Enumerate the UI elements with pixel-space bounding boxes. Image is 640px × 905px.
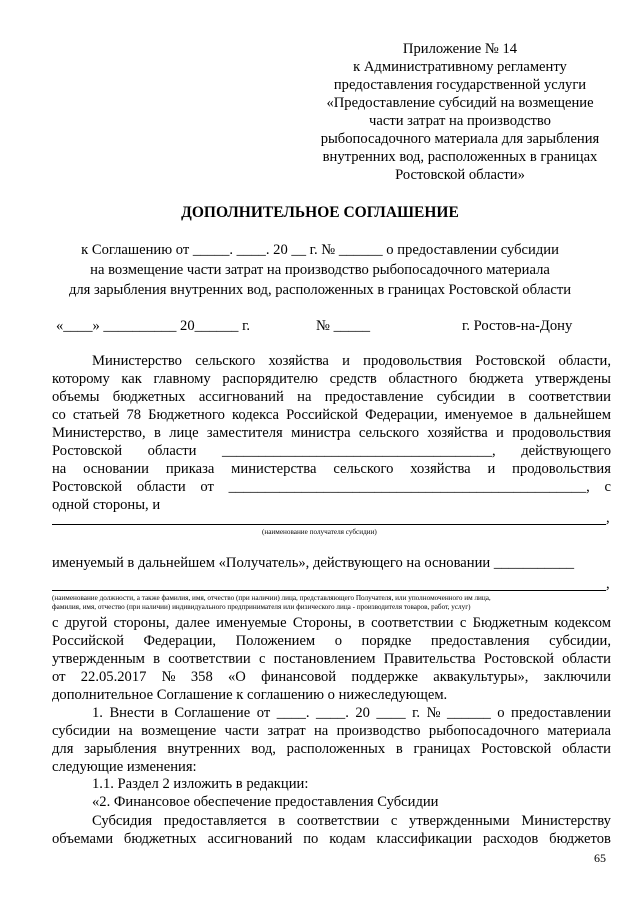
word: № [161,669,176,685]
word: ____. [316,705,349,721]
word: для [52,741,74,757]
word: сельского [358,425,420,441]
word: статьей [72,407,120,423]
word: утверждены [535,371,611,387]
word: Ростовской [475,353,546,369]
word: Положением [235,633,316,649]
word: Ростовской [483,651,554,667]
word: кодекса [231,407,279,423]
word: Ростовской [52,443,123,459]
text-line [52,478,611,496]
word: распорядителю [222,371,318,387]
word: затрат [267,723,306,739]
word: производство [336,723,421,739]
appendix-line: рыбопосадочного материала для зарыбления [320,131,600,147]
appendix-line: Приложение № 14 [402,41,518,57]
word: далее [175,615,210,631]
word: поддержке [351,669,418,685]
word: одной стороны, и [52,497,161,513]
text-line [52,442,611,460]
word: бюджетов [549,831,611,847]
word: 20 [355,705,370,721]
word: ______ [447,705,491,721]
text-line [52,812,611,830]
word: с [390,813,398,829]
text-line [52,424,611,442]
word: от [256,705,271,721]
word: действующего [521,443,611,459]
text-line [52,686,611,704]
recipient-line [52,524,606,525]
appendix-block [300,40,620,184]
word: Российской [286,407,358,423]
word: соответствии [528,389,611,405]
paragraph-subsidy [52,812,611,848]
word: именуемое [444,407,513,423]
word: расходов [482,831,539,847]
text-line [52,740,611,758]
word: Внести [109,705,155,721]
word: дополнительное Соглашение к соглашению о нижеследующем. [52,687,448,703]
item-2: «2. Финансовое обеспечение предоставления Субсидии [92,794,439,810]
word: границах [413,741,471,757]
word: от [200,479,214,495]
text-line [52,722,611,740]
text-line [52,406,611,424]
word: области [562,651,611,667]
word: в [153,651,161,667]
word: рыбопосадочного [428,723,540,739]
word: возмещение [141,723,217,739]
word: Министерству [521,813,611,829]
word: области [562,741,611,757]
word: субсидии [436,389,495,405]
word: 78 [126,407,142,423]
word: именуемые [216,615,287,631]
word: _____________________________________, [222,443,496,459]
appendix-line: внутренних вод, расположенных в границах [322,149,598,165]
word: предоставление [324,389,424,405]
word: Стороны, [292,615,352,631]
word: ассигнований [207,831,293,847]
word: г. [412,705,421,721]
word: утвержденным [52,651,145,667]
word: порядке [361,633,412,649]
word: Бюджетным [472,615,549,631]
word: зарыбления [84,741,157,757]
word: Министерство, [52,425,146,441]
word: утвержденными [409,813,510,829]
appendix-line: Ростовской области» [395,167,525,183]
text-line [52,668,611,686]
word: бюджета [469,371,524,387]
word: с [52,615,59,631]
word: заключили [543,669,611,685]
text-line [52,830,611,848]
word: хозяйства [268,353,329,369]
word: Российской [52,633,124,649]
word: области [147,443,197,459]
text-line [52,632,611,650]
word: постановлением [273,651,376,667]
word: кодексом [554,615,611,631]
item-1-1: 1.1. Раздел 2 изложить в редакции: [92,776,309,792]
recipient-caption: (наименование получателя субсидии) [262,528,377,536]
word: вод, [251,741,276,757]
word: стороны, [113,615,170,631]
appendix-line: предоставления государственной услуги [333,77,587,93]
paragraph-parties [52,614,611,704]
position-caption-2: фамилия, имя, отчество (при наличии) индивидуального предпринимателя или физического лица - производителя товаров, работ, услуг) [52,603,471,611]
appendix-line: части затрат на производство [369,113,551,129]
text-line [52,388,611,406]
word: на [297,389,312,405]
word: 22.05.2017 [80,669,147,685]
word: Правительства [383,651,476,667]
word: о [334,633,342,649]
agreement-reference-line: на возмещение части затрат на производство рыбопосадочного материала [90,262,550,278]
word: министерства [231,461,317,477]
word: ____. [276,705,310,721]
word: аквакультуры», [433,669,529,685]
paragraph-ministry [52,352,611,514]
word: хозяйства [410,461,471,477]
word: соответствии [371,615,454,631]
date-field: «____» __________ 20______ г. [56,318,251,334]
word: и [487,461,496,477]
word: 1. [92,705,103,721]
appendix-line: «Предоставление субсидий на возмещение [326,95,594,111]
word: 358 [190,669,213,685]
word: в [395,741,403,757]
word: Федерации, [365,407,438,423]
text-line [52,614,611,632]
text-line [52,496,611,514]
word: другой [64,615,108,631]
word: Соглашение [174,705,251,721]
word: министра [291,425,351,441]
word: ассигнований [198,389,284,405]
word: соответствии [168,651,251,667]
agreement-reference-line: для зарыбления внутренних вод, расположенных в границах Ростовской области [68,282,572,298]
word: области, [558,353,611,369]
word: которому [52,371,110,387]
word: продовольствия [363,353,462,369]
word: кодам [329,831,366,847]
word: Ростовской [52,479,123,495]
page-number: 65 [594,851,606,865]
word: «О [227,669,246,685]
word: с [258,651,266,667]
word: на [118,723,133,739]
named-line: именуемый в дальнейшем «Получатель», действующего на основании ___________ [52,555,575,571]
word: классификации [376,831,473,847]
word: в [508,389,516,405]
word: _________________________________________________, [228,479,590,495]
word: предоставляется [163,813,267,829]
word: ____ [376,705,406,721]
word: № [426,705,441,721]
word: части [224,723,260,739]
word: материала [547,723,611,739]
word: хозяйства [427,425,488,441]
word: в [519,407,527,423]
word: субсидии, [549,633,611,649]
word: Министерство [92,353,182,369]
word: субсидии [52,723,111,739]
word: на [313,723,329,739]
word: и [496,425,504,441]
word: Ростовской [481,741,552,757]
agreement-reference-line: к Соглашению от _____. ____. 20 __ г. № ______ о предоставлении субсидии [81,242,559,258]
word: Федерации, [143,633,217,649]
appendix-line: к Административному регламенту [353,59,567,75]
word: сельского [195,353,256,369]
word: о [497,705,505,721]
text-line [52,704,611,722]
text-line [52,650,611,668]
word: предоставления [430,633,530,649]
number-field: № _____ [316,318,371,334]
word: областного [388,371,458,387]
word: в [160,705,168,721]
agreement-reference [40,240,600,300]
word: Субсидия [92,813,153,829]
word: основании [83,461,149,477]
word: в [153,425,161,441]
word: финансовой [261,669,337,685]
text-line [52,352,611,370]
word: следующие изменения: [52,759,197,775]
word: области [136,479,186,495]
word: предоставлении [511,705,611,721]
word: объемы [52,389,100,405]
position-caption-1: (наименование должности, а также фамилия, имя, отчество (при наличии) лица, представляющего Получателя, или уполномоченного им лица, [52,594,491,602]
date-line [0,318,640,338]
word: бюджетных [123,831,197,847]
word: с [459,615,467,631]
comma: , [606,510,610,526]
comma-2: , [606,576,610,592]
word: и [342,353,350,369]
word: бюджетных [112,389,186,405]
word: заместителя [206,425,283,441]
paragraph-amend [52,704,611,776]
text-line [52,370,611,388]
document-title: ДОПОЛНИТЕЛЬНОЕ СОГЛАШЕНИЕ [181,204,459,221]
word: внутренних [167,741,241,757]
word: главному [153,371,211,387]
word: лице [169,425,199,441]
word: на [52,461,67,477]
word: сельского [333,461,394,477]
word: расположенных [286,741,386,757]
word: приказа [165,461,215,477]
position-line [52,590,606,591]
word: в [357,615,365,631]
word: с [604,479,611,495]
word: продовольствия [512,425,611,441]
word: продовольствия [512,461,611,477]
word: от [52,669,66,685]
city-field: г. Ростов-на-Дону [462,318,573,334]
text-line [52,758,611,776]
word: соответствии [296,813,380,829]
word: по [303,831,319,847]
word: объемами [52,831,114,847]
word: как [121,371,142,387]
word: со [52,407,66,423]
word: в [278,813,286,829]
word: средств [329,371,377,387]
text-line [52,460,611,478]
word: Бюджетного [148,407,225,423]
word: дальнейшем [533,407,611,423]
